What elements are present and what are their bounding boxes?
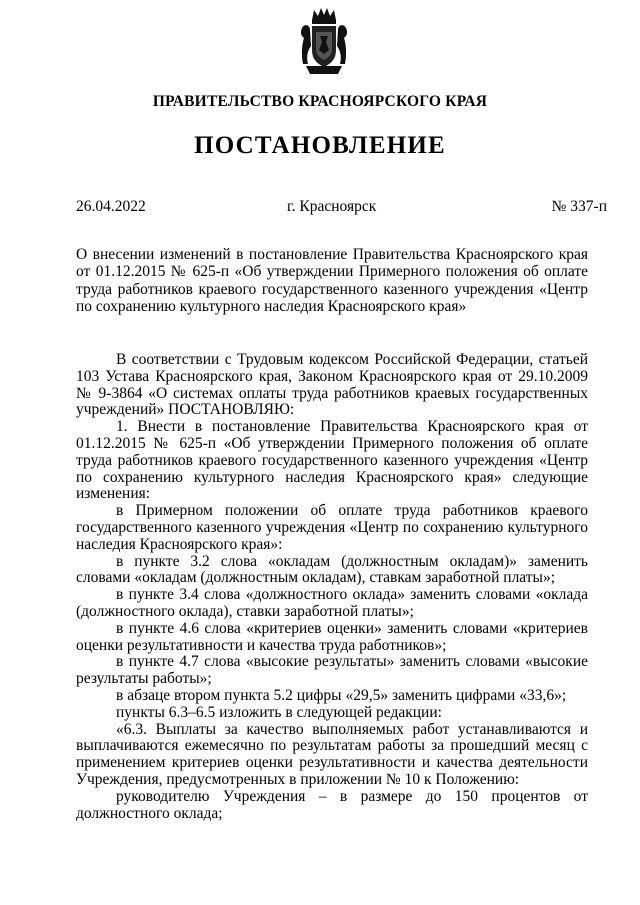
paragraph: в пункте 3.4 слова «должностного оклада» заменить словами «оклада (должностного оклада), ставки заработной платы»;	[76, 586, 588, 620]
document-body	[76, 352, 588, 822]
paragraph: руководителю Учреждения – в размере до 150 процентов от должностного оклада;	[76, 787, 588, 822]
document-number: № 337-п	[551, 198, 607, 215]
document-city: г. Красноярск	[287, 198, 377, 215]
krasnoyarsk-coat-of-arms-icon	[300, 6, 348, 76]
paragraph-item-1: 1. Внести в постановление Правительства Красноярского края от 01.12.2015 № 625-п «Об утверждении Примерного положения об оплате труда работников краевого государственного казенного учреждения «Центр по сохранению культурного наследия Красноярского края» следующие изменения:	[76, 418, 588, 503]
paragraph: «6.3. Выплаты за качество выполняемых работ устанавливаются и выплачиваются ежемесячно по результатам работы за прошедший месяц с применением критериев оценки результативности и качества деятельности Учреждения, предусмотренных в приложении № 10 к Положению:	[76, 720, 588, 788]
paragraph-preamble: В соответствии с Трудовым кодексом Российской Федерации, статьей 103 Устава Красноярского края, Законом Красноярского края от 29.10.2009 № 9-3864 «О системах оплаты труда работников краевых государственных учреждений» ПОСТАНОВЛЯЮ:	[76, 351, 588, 419]
document-subject: О внесении изменений в постановление Правительства Красноярского края от 01.12.2015 № 625-п «Об утверждении Примерного положения об оплате труда работников краевого государственного казенного учреждения «Центр по сохранению культурного наследия Красноярского края»	[76, 246, 588, 316]
paragraph: в пункте 4.7 слова «высокие результаты» заменить словами «высокие результаты работы»;	[76, 653, 588, 688]
paragraph: в абзаце втором пункта 5.2 цифры «29,5» заменить цифрами «33,6»;	[116, 686, 567, 704]
document-type: ПОСТАНОВЛЕНИЕ	[194, 132, 446, 159]
paragraph: в пункте 4.6 слова «критериев оценки» заменить словами «критериев оценки результативности и качества труда работников»;	[76, 619, 588, 654]
paragraph: в Примерном положении об оплате труда работников краевого государственного казенного учреждения «Центр по сохранению культурного наследия Красноярского края»:	[76, 502, 588, 553]
paragraph: в пункте 3.2 слова «окладам (должностным окладам)» заменить словами «окладам (должностным окладам), ставкам заработной платы»;	[76, 552, 588, 587]
paragraph: пункты 6.3–6.5 изложить в следующей редакции:	[116, 703, 442, 721]
document-date: 26.04.2022	[76, 198, 146, 215]
government-name: ПРАВИТЕЛЬСТВО КРАСНОЯРСКОГО КРАЯ	[152, 93, 488, 110]
